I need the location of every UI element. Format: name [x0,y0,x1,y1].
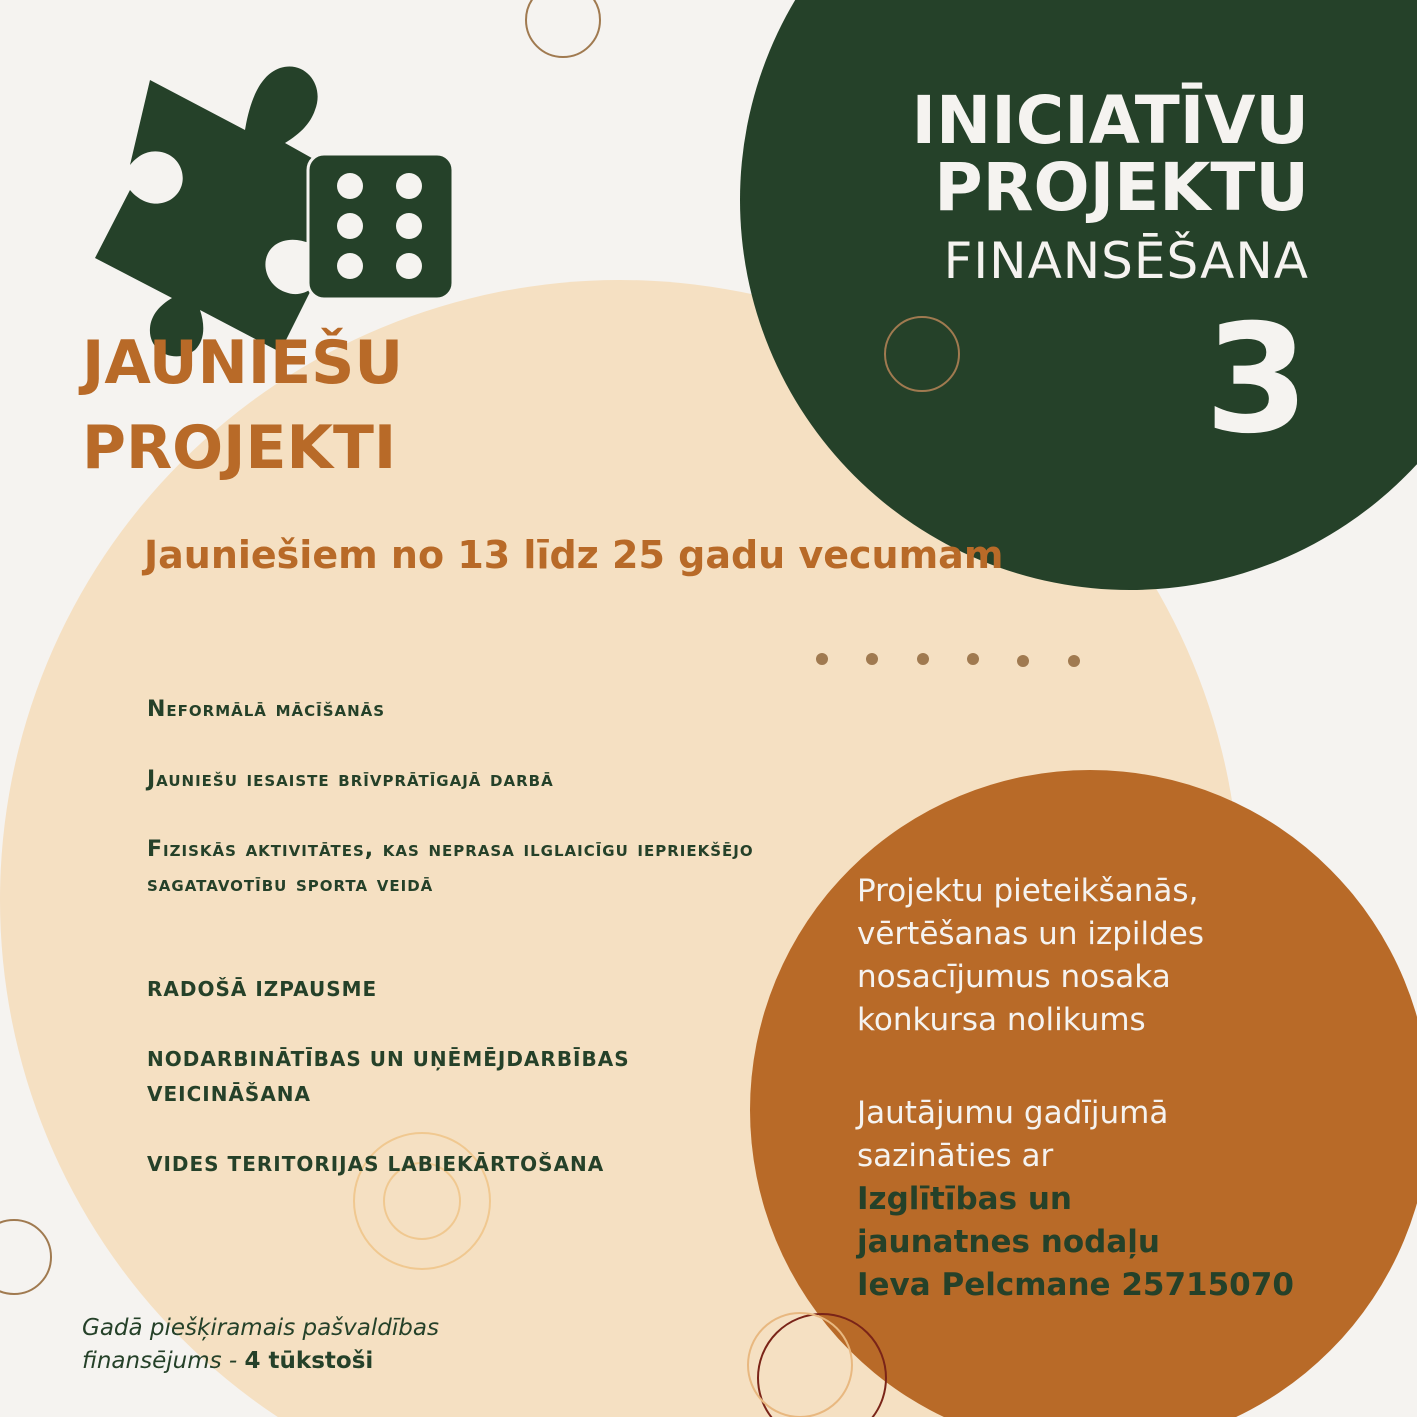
program-title-line2: PROJEKTI [82,413,397,483]
focus-area-item: Jauniešu iesaiste brīvprātīgajā darbā [147,767,554,792]
header-subtitle: FINANSĒŠANA [943,232,1309,290]
focus-area-item: NODARBINĀTĪBAS UN UŅĒMĒJDARBĪBAS VEICINĀŠANA [147,1047,630,1106]
outline-circle-top [526,0,600,57]
funding-line2 [82,1345,373,1378]
focus-area-item: Fiziskās aktivitātes, kas neprasa ilglaicīgu iepriekšējo sagatavotību sporta veidā [147,837,754,897]
program-title-line1: JAUNIEŠU [82,328,404,398]
focus-area-item: VIDES TERITORIJAS LABIEKĀRTOŠANA [147,1152,605,1176]
header-title-line2: PROJEKTU [934,149,1309,226]
focus-area-item: Neformālā mācīšanās [147,697,386,722]
dice-six-icon [308,154,453,299]
funding-line1: Gadā piešķiramais pašvaldības [82,1315,439,1341]
contact-department-line2: jaunatnes nodaļu [857,1224,1160,1260]
header-number: 3 [1204,293,1309,467]
contact-person: Ieva Pelcmane 25715070 [857,1267,1294,1303]
rules-line1: Projektu pieteikšanās, [857,873,1199,909]
age-group-text: Jauniešiem no 13 līdz 25 gadu vecumam [144,533,1004,577]
funding-prefix: finansējums - [82,1348,245,1374]
contact-line2: sazināties ar [857,1138,1054,1174]
focus-area-item: RADOŠĀ IZPAUSME [147,977,378,1001]
rules-line2: vērtēšanas un izpildes [857,916,1205,952]
funding-amount: 4 tūkstoši [244,1348,374,1374]
outline-circle-left [0,1220,51,1294]
contact-line1: Jautājumu gadījumā [857,1095,1169,1131]
contact-department-line1: Izglītības un [857,1181,1072,1217]
header-title-line1: INICIATĪVU [911,82,1309,159]
rules-line4: konkursa nolikums [857,1002,1146,1038]
rules-line3: nosacījumus nosaka [857,959,1171,995]
